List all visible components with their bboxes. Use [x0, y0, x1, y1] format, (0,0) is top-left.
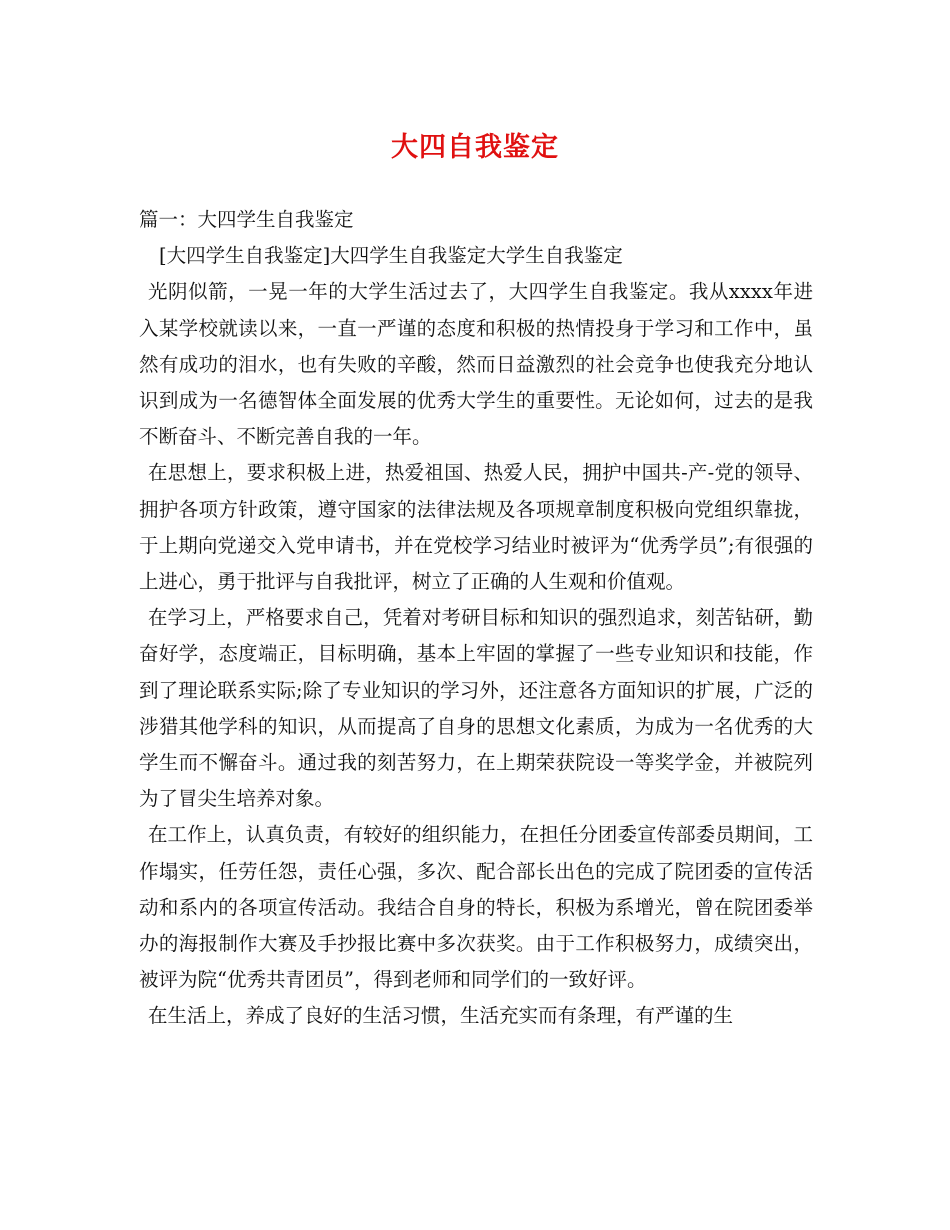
paragraph-life: 在生活上，养成了良好的生活习惯，生活充实而有条理，有严谨的生 [148, 1004, 734, 1028]
section-heading: 篇一：大四学生自我鉴定 [139, 208, 354, 231]
paragraph-thought: 在思想上，要求积极上进，热爱祖国、热爱人民，拥护中国共-产-党的领导、拥护各项方针政策，遵守国家的法律法规及各项规章制度积极向党组织靠拢，于上期向党递交入党申请书，并在党校学习结业时被评为“优秀学员”;有很强的上进心，勇于批评与自我批评，树立了正确的人生观和价值观。 [139, 461, 813, 594]
paragraph-work: 在工作上，认真负责，有较好的组织能力，在担任分团委宣传部委员期间，工作塌实，任劳任怨，责任心强，多次、配合部长出色的完成了院团委的宣传活动和系内的各项宣传活动。我结合自身的特长，积极为系增光，曾在院团委举办的海报制作大赛及手抄报比赛中多次获奖。由于工作积极努力，成绩突出，被评为院“优秀共青团员”，得到老师和同学们的一致好评。 [139, 823, 813, 992]
document-title: 大四自我鉴定 [391, 132, 559, 163]
paragraph-intro: 光阴似箭，一晃一年的大学生活过去了，大四学生自我鉴定。我从xxxx年进入某学校就读以来，一直一严谨的态度和积极的热情投身于学习和工作中，虽然有成功的泪水，也有失败的辛酸，然而日益激烈的社会竞争也使我充分地认识到成为一名德智体全面发展的优秀大学生的重要性。无论如何，过去的是我不断奋斗、不断完善自我的一年。 [139, 280, 813, 449]
document-body [139, 202, 813, 1035]
section-subheading: [大四学生自我鉴定]大四学生自我鉴定大学生自我鉴定 [159, 244, 623, 268]
paragraph-study: 在学习上，严格要求自己，凭着对考研目标和知识的强烈追求，刻苦钻研，勤奋好学，态度端正，目标明确，基本上牢固的掌握了一些专业知识和技能，作到了理论联系实际;除了专业知识的学习外，还注意各方面知识的扩展，广泛的涉猎其他学科的知识，从而提高了自身的思想文化素质，为成为一名优秀的大学生而不懈奋斗。通过我的刻苦努力，在上期荣获院设一等奖学金，并被院列为了冒尖生培养对象。 [139, 606, 813, 811]
